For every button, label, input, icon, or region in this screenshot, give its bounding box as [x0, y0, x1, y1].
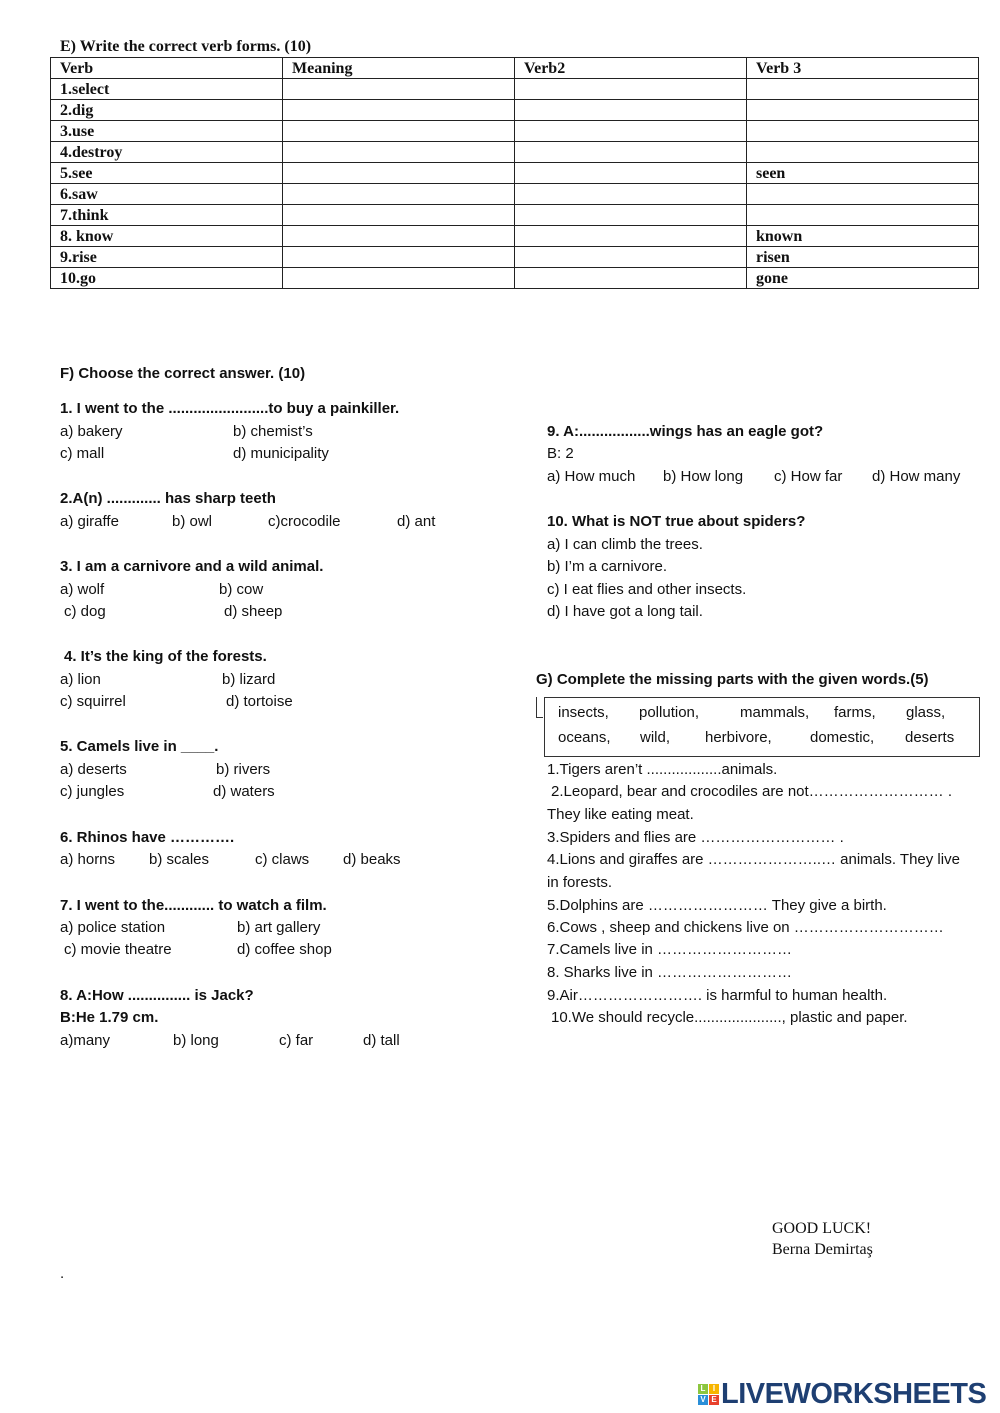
fill-in-sentence: 4.Lions and giraffes are …………………..… animals. They live: [547, 851, 960, 868]
answer-option[interactable]: a) How much: [547, 468, 636, 485]
answer-option[interactable]: c) dog: [64, 603, 106, 620]
table-row: [51, 226, 979, 247]
answer-option[interactable]: a) bakery: [60, 423, 123, 440]
question-9-answer-line: B: 2: [547, 445, 574, 462]
question-6: 6. Rhinos have ………….: [60, 829, 235, 846]
fill-in-sentence: in forests.: [547, 874, 613, 891]
word-bank-word: domestic,: [810, 729, 875, 746]
answer-cell[interactable]: risen: [747, 247, 979, 268]
column-header: Meaning: [283, 58, 515, 79]
question-7: 7. I went to the............ to watch a film.: [60, 897, 327, 914]
table-row: [51, 100, 979, 121]
word-bank-word: insects,: [558, 704, 609, 721]
question-5: 5. Camels live in ____.: [60, 738, 219, 755]
answer-option[interactable]: d) waters: [213, 783, 275, 800]
answer-option[interactable]: d) municipality: [233, 445, 329, 462]
logo-icon: [698, 1384, 719, 1405]
answer-option[interactable]: c) claws: [255, 851, 310, 868]
closing-text: GOOD LUCK!: [772, 1220, 872, 1237]
answer-option[interactable]: a) police station: [60, 919, 166, 936]
answer-cell[interactable]: [747, 100, 979, 121]
fill-in-sentence: 6.Cows , sheep and chickens live on …………………………: [547, 919, 944, 936]
answer-cell[interactable]: [515, 79, 747, 100]
answer-cell[interactable]: gone: [747, 268, 979, 289]
answer-cell[interactable]: [515, 121, 747, 142]
answer-option[interactable]: d) coffee shop: [237, 941, 332, 958]
answer-option[interactable]: d) ant: [397, 513, 436, 530]
word-box-marker: [536, 697, 543, 718]
verb-cell: 4.destroy: [51, 142, 283, 163]
answer-option[interactable]: a) wolf: [60, 581, 105, 598]
answer-cell[interactable]: [283, 79, 515, 100]
column-header: Verb: [51, 58, 283, 79]
answer-option[interactable]: c) mall: [60, 445, 105, 462]
logo-letter: V: [698, 1395, 708, 1405]
answer-option[interactable]: c) jungles: [60, 783, 125, 800]
answer-cell[interactable]: [283, 121, 515, 142]
fill-in-sentence: 3.Spiders and flies are ……………………… .: [547, 829, 844, 846]
fill-in-sentence: 8. Sharks live in ………………………: [547, 964, 793, 981]
answer-cell[interactable]: [515, 163, 747, 184]
answer-cell[interactable]: [283, 100, 515, 121]
table-row: [51, 247, 979, 268]
answer-option[interactable]: b) rivers: [216, 761, 271, 778]
word-bank-word: herbivore,: [705, 729, 772, 746]
question-9: 9. A:.................wings has an eagle got?: [547, 423, 824, 440]
word-bank-word: oceans,: [558, 729, 611, 746]
answer-cell[interactable]: [515, 226, 747, 247]
answer-option[interactable]: a) lion: [60, 671, 101, 688]
fill-in-sentence: 1.Tigers aren’t ..................animals.: [547, 761, 778, 778]
verb-cell: 3.use: [51, 121, 283, 142]
table-row: [51, 121, 979, 142]
fill-in-sentence: 7.Camels live in ………………………: [547, 941, 793, 958]
answer-option[interactable]: b) I’m a carnivore.: [547, 558, 668, 575]
answer-cell[interactable]: [747, 79, 979, 100]
answer-cell[interactable]: [283, 226, 515, 247]
answer-option[interactable]: c)crocodile: [268, 513, 341, 530]
answer-option[interactable]: b) chemist’s: [233, 423, 313, 440]
table-row: [51, 163, 979, 184]
logo-letter: E: [709, 1395, 719, 1405]
answer-option[interactable]: a) I can climb the trees.: [547, 536, 703, 553]
fill-in-sentence: 9.Air……………………. is harmful to human health.: [547, 987, 888, 1004]
answer-option[interactable]: d) tortoise: [226, 693, 293, 710]
verb-cell: 7.think: [51, 205, 283, 226]
answer-cell[interactable]: [283, 142, 515, 163]
answer-option[interactable]: b) How long: [663, 468, 744, 485]
answer-option[interactable]: c) far: [279, 1032, 314, 1049]
word-bank-word: glass,: [906, 704, 946, 721]
table-row: [51, 142, 979, 163]
answer-option[interactable]: a)many: [60, 1032, 111, 1049]
logo-letter: I: [709, 1384, 719, 1394]
answer-option[interactable]: a) giraffe: [60, 513, 119, 530]
verb-cell: 6.saw: [51, 184, 283, 205]
question-2: 2.A(n) ............. has sharp teeth: [60, 490, 276, 507]
fill-in-sentence: They like eating meat.: [547, 806, 694, 823]
logo-text: LIVEWORKSHEETS: [721, 1378, 987, 1410]
section-f-title: F) Choose the correct answer. (10): [60, 365, 306, 382]
answer-option[interactable]: b) owl: [172, 513, 213, 530]
answer-cell[interactable]: [747, 121, 979, 142]
verb-forms-table: [50, 57, 979, 289]
liveworksheets-logo: [698, 1378, 986, 1411]
answer-cell[interactable]: [283, 268, 515, 289]
question-3: 3. I am a carnivore and a wild animal.: [60, 558, 324, 575]
table-header-row: [51, 58, 979, 79]
answer-option[interactable]: b) cow: [219, 581, 264, 598]
answer-cell[interactable]: [515, 268, 747, 289]
answer-option[interactable]: d) I have got a long tail.: [547, 603, 703, 620]
answer-option[interactable]: c) squirrel: [60, 693, 126, 710]
answer-option[interactable]: c) How far: [774, 468, 843, 485]
answer-option[interactable]: a) horns: [60, 851, 116, 868]
section-g-title: G) Complete the missing parts with the given words.(5): [536, 671, 929, 688]
table-row: [51, 184, 979, 205]
answer-cell[interactable]: known: [747, 226, 979, 247]
answer-option[interactable]: b) lizard: [222, 671, 276, 688]
answer-option[interactable]: d) tall: [363, 1032, 400, 1049]
answer-cell[interactable]: [515, 100, 747, 121]
fill-in-sentence: 10.We should recycle....................., plastic and paper.: [551, 1009, 908, 1026]
table-row: [51, 268, 979, 289]
column-header: Verb 3: [747, 58, 979, 79]
author-name: Berna Demirtaş: [772, 1241, 873, 1258]
column-header: Verb2: [515, 58, 747, 79]
word-bank-word: farms,: [834, 704, 876, 721]
answer-cell[interactable]: [283, 163, 515, 184]
question-8-answer-line: B:He 1.79 cm.: [60, 1009, 159, 1026]
table-row: [51, 205, 979, 226]
question-4: 4. It’s the king of the forests.: [64, 648, 267, 665]
verb-cell: 1.select: [51, 79, 283, 100]
answer-option[interactable]: b) art gallery: [237, 919, 321, 936]
fill-in-sentence: 2.Leopard, bear and crocodiles are not……………………… .: [551, 783, 953, 800]
fill-in-sentence: 5.Dolphins are …………………… They give a birth.: [547, 897, 887, 914]
section-e-title: E) Write the correct verb forms. (10): [60, 38, 312, 55]
verb-cell: 10.go: [51, 268, 283, 289]
answer-option[interactable]: c) I eat flies and other insects.: [547, 581, 747, 598]
answer-cell[interactable]: [515, 205, 747, 226]
answer-option[interactable]: d) How many: [872, 468, 961, 485]
answer-cell[interactable]: [515, 142, 747, 163]
answer-option[interactable]: a) deserts: [60, 761, 127, 778]
question-10: 10. What is NOT true about spiders?: [547, 513, 806, 530]
word-bank-word: mammals,: [740, 704, 810, 721]
word-bank-word: pollution,: [639, 704, 700, 721]
logo-letter: L: [698, 1384, 708, 1394]
verb-cell: 8. know: [51, 226, 283, 247]
answer-option[interactable]: c) movie theatre: [64, 941, 172, 958]
answer-option[interactable]: d) beaks: [343, 851, 401, 868]
answer-cell[interactable]: [283, 247, 515, 268]
answer-cell[interactable]: seen: [747, 163, 979, 184]
answer-cell[interactable]: [283, 184, 515, 205]
answer-option[interactable]: b) long: [173, 1032, 219, 1049]
answer-cell[interactable]: [283, 205, 515, 226]
answer-cell[interactable]: [747, 184, 979, 205]
answer-cell[interactable]: [515, 184, 747, 205]
verb-cell: 9.rise: [51, 247, 283, 268]
question-8: 8. A:How ............... is Jack?: [60, 987, 254, 1004]
verb-cell: 2.dig: [51, 100, 283, 121]
answer-option[interactable]: b) scales: [149, 851, 210, 868]
answer-cell[interactable]: [747, 205, 979, 226]
answer-option[interactable]: d) sheep: [224, 603, 283, 620]
answer-cell[interactable]: [747, 142, 979, 163]
answer-cell[interactable]: [515, 247, 747, 268]
question-1: 1. I went to the ........................to buy a painkiller.: [60, 400, 400, 417]
word-bank-word: wild,: [640, 729, 671, 746]
stray-dot: .: [60, 1265, 65, 1282]
table-row: [51, 79, 979, 100]
verb-cell: 5.see: [51, 163, 283, 184]
word-bank-word: deserts: [905, 729, 955, 746]
